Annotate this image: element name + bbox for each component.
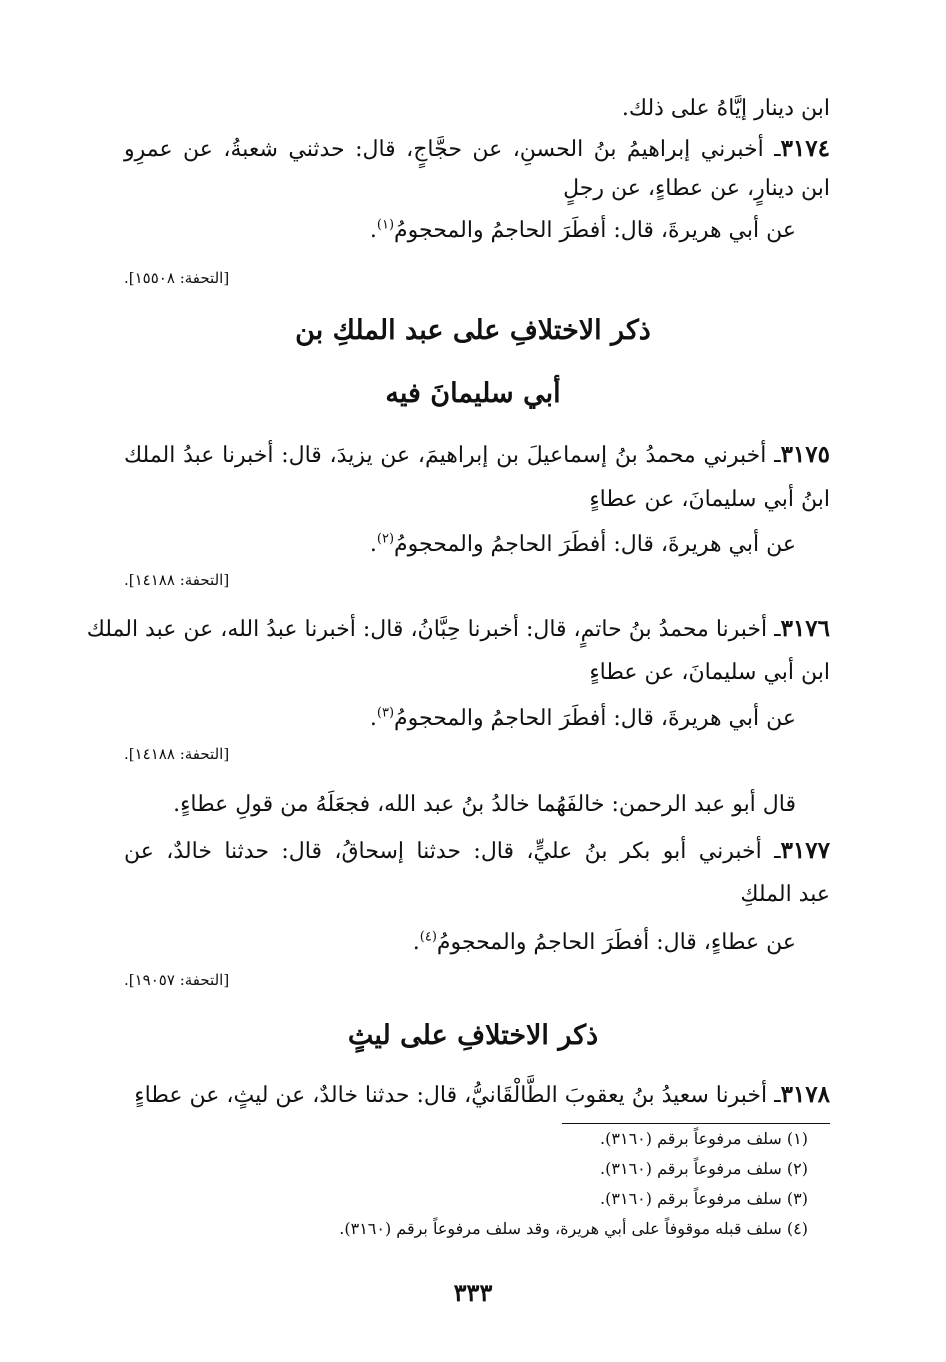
footnote-ref: (٣)	[376, 705, 395, 721]
text-line: عن أبي هريرةَ، قال: أفطَرَ الحاجمُ والمحجومُ$^{(٢)}$.	[369, 531, 796, 557]
footnote: (١) سلف مرفوعاً برقم (٣١٦٠).	[600, 1129, 808, 1148]
text-line: ابن دينار إيَّاهُ على ذلك.	[621, 96, 830, 121]
text-line: ابن دينارٍ، عن عطاءٍ، عن رجلٍ	[563, 176, 830, 201]
tuhfa-reference: [التحفة: ١٩٠٥٧].	[124, 971, 230, 989]
hadith-number: ٣١٧٤	[780, 135, 830, 162]
text-line: عبد الملكِ	[740, 882, 830, 907]
tuhfa-reference: [التحفة: ١٤١٨٨].	[124, 571, 230, 589]
text-line: ابن أبي سليمانَ، عن عطاءٍ	[589, 660, 830, 685]
footnote-ref: (١)	[376, 217, 395, 233]
text-line: عن عطاءٍ، قال: أفطَرَ الحاجمُ والمحجومُ$^{(٤)}$.	[412, 929, 796, 955]
footnote: (٤) سلف قبله موقوفاً على أبي هريرة، وقد سلف مرفوعاً برقم (٣١٦٠).	[339, 1219, 808, 1238]
footnote-divider	[562, 1123, 830, 1124]
footnote: (٣) سلف مرفوعاً برقم (٣١٦٠).	[600, 1189, 808, 1208]
footnote-ref: (٤)	[419, 929, 437, 945]
hadith-3177: ٣١٧٧ـ أخبرني أبو بكر بنُ عليٍّ، قال: حدثنا إسحاقُ، قال: حدثنا خالدٌ، عن	[124, 837, 830, 864]
footnote: (٢) سلف مرفوعاً برقم (٣١٦٠).	[600, 1159, 808, 1178]
section-heading: ذكر الاختلافِ على ليثٍ	[347, 1020, 599, 1051]
page-number: ٣٣٣	[453, 1278, 493, 1307]
hadith-3174: ٣١٧٤ـ أخبرني إبراهيمُ بنُ الحسنِ، عن حجَّاجٍ، قال: حدثني شعبةُ، عن عمرِو	[124, 135, 830, 162]
hadith-3178: ٣١٧٨ـ أخبرنا سعيدُ بنُ يعقوبَ الطَّالْقَانيُّ، قال: حدثنا خالدٌ، عن ليثٍ، عن عطاءٍ	[134, 1081, 830, 1108]
section-heading: أبي سليمانَ فيه	[385, 378, 561, 409]
text-line: عن أبي هريرةَ، قال: أفطَرَ الحاجمُ والمحجومُ$^{(١)}$.	[369, 217, 796, 243]
hadith-number: ٣١٧٧	[780, 837, 830, 864]
footnote-ref: (٢)	[376, 531, 395, 547]
text-line: عن أبي هريرةَ، قال: أفطَرَ الحاجمُ والمحجومُ$^{(٣)}$.	[369, 705, 796, 731]
hadith-number: ٣١٧٨	[780, 1081, 830, 1108]
tuhfa-reference: [التحفة: ١٥٥٠٨].	[124, 269, 230, 287]
text-line: ابنُ أبي سليمانَ، عن عطاءٍ	[589, 487, 830, 512]
author-comment: قال أبو عبد الرحمن: خالفَهُما خالدُ بنُ عبد الله، فجعَلَهُ من قولِ عطاءٍ.	[173, 792, 796, 817]
hadith-3175: ٣١٧٥ـ أخبرني محمدُ بنُ إسماعيلَ بن إبراهيمَ، عن يزيدَ، قال: أخبرنا عبدُ الملك	[124, 441, 830, 468]
tuhfa-reference: [التحفة: ١٤١٨٨].	[124, 745, 230, 763]
hadith-number: ٣١٧٥	[780, 441, 830, 468]
hadith-number: ٣١٧٦	[780, 615, 830, 642]
section-heading: ذكر الاختلافِ على عبد الملكِ بن	[295, 315, 651, 346]
hadith-3176: ٣١٧٦ـ أخبرنا محمدُ بنُ حاتمٍ، قال: أخبرنا حِبَّانُ، قال: أخبرنا عبدُ الله، عن عبد الملك	[86, 615, 830, 642]
